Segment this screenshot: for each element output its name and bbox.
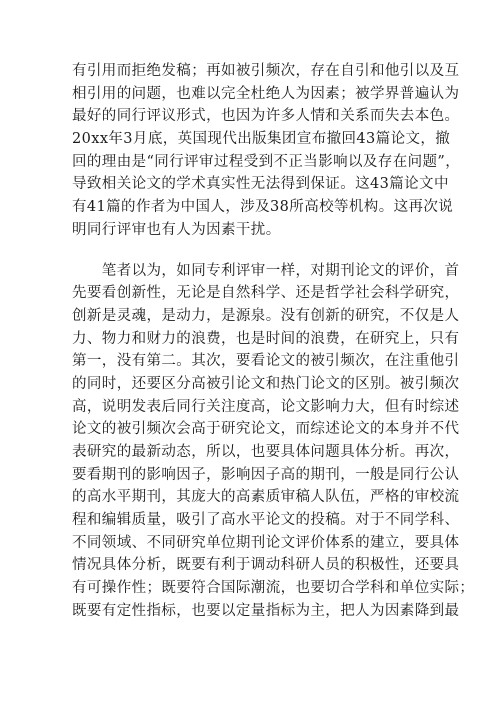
text-line: 创新是灵魂，是动力，是源泉。没有创新的研究，不仅是人 — [72, 307, 460, 324]
text-line: 明同行评审也有人为因素干扰。 — [72, 221, 281, 238]
text-line: 情况具体分析，既要有利于调动科研人员的积极性，还要具 — [72, 557, 460, 574]
text-line: 导致相关论文的学术真实性无法得到保证。这43篇论文中 — [72, 176, 449, 193]
text-line: 高，说明发表后同行关注度高，论文影响力大，但有时综述 — [72, 398, 460, 415]
text-line: 既要有定性指标，也要以定量指标为主，把人为因素降到最 — [72, 602, 460, 619]
document-page — [72, 60, 475, 623]
text-line: 表研究的最新动态，所以，也要具体问题具体分析。再次， — [72, 444, 460, 460]
text-line: 不同领域、不同研究单位期刊论文评价体系的建立，要具体 — [72, 534, 460, 551]
text-line: 最好的同行评议形式，也因为许多人情和关系而失去本色。 — [72, 108, 460, 125]
text-line: 相引用的问题，也难以完全杜绝人为因素；被学界普遍认为 — [72, 85, 460, 102]
text-line: 先要看创新性，无论是自然科学、还是哲学社会科学研究， — [72, 285, 460, 302]
text-line: 论文的被引频次会高于研究论文，而综述论文的本身并不代 — [72, 421, 460, 438]
text-line: 的高水平期刊，其庞大的高素质审稿人队伍，严格的审校流 — [72, 489, 460, 506]
text-line: 回的理由是“同行评审过程受到不正当影响以及存在问题”， — [72, 153, 461, 170]
text-line: 力、物力和财力的浪费，也是时间的浪费，在研究上，只有 — [72, 330, 460, 347]
text-line: 有引用而拒绝发稿；再如被引频次，存在自引和他引以及互 — [72, 63, 460, 79]
text-line: 20xx年3月底，英国现代出版集团宣布撤回43篇论文，撤 — [72, 131, 451, 148]
text-line: 第一，没有第二。其次，要看论文的被引频次，在注重他引 — [72, 353, 460, 370]
text-line: 的同时，还要区分高被引论文和热门论文的区别。被引频次 — [72, 375, 460, 392]
paragraph-1 — [72, 60, 461, 242]
paragraph-gap — [72, 242, 430, 260]
text-line: 要看期刊的影响因子，影响因子高的期刊，一般是同行公认 — [72, 466, 460, 483]
paragraph-2 — [72, 260, 475, 623]
text-line: 有可操作性；既要符合国际潮流，也要切合学科和单位实际； — [72, 580, 475, 597]
text-line: 笔者以为，如同专利评审一样，对期刊论文的评价，首 — [72, 262, 460, 279]
text-line: 程和编辑质量，吸引了高水平论文的投稿。对于不同学科、 — [72, 512, 460, 529]
text-line: 有41篇的作者为中国人，涉及38所高校等机构。这再次说 — [72, 199, 454, 216]
